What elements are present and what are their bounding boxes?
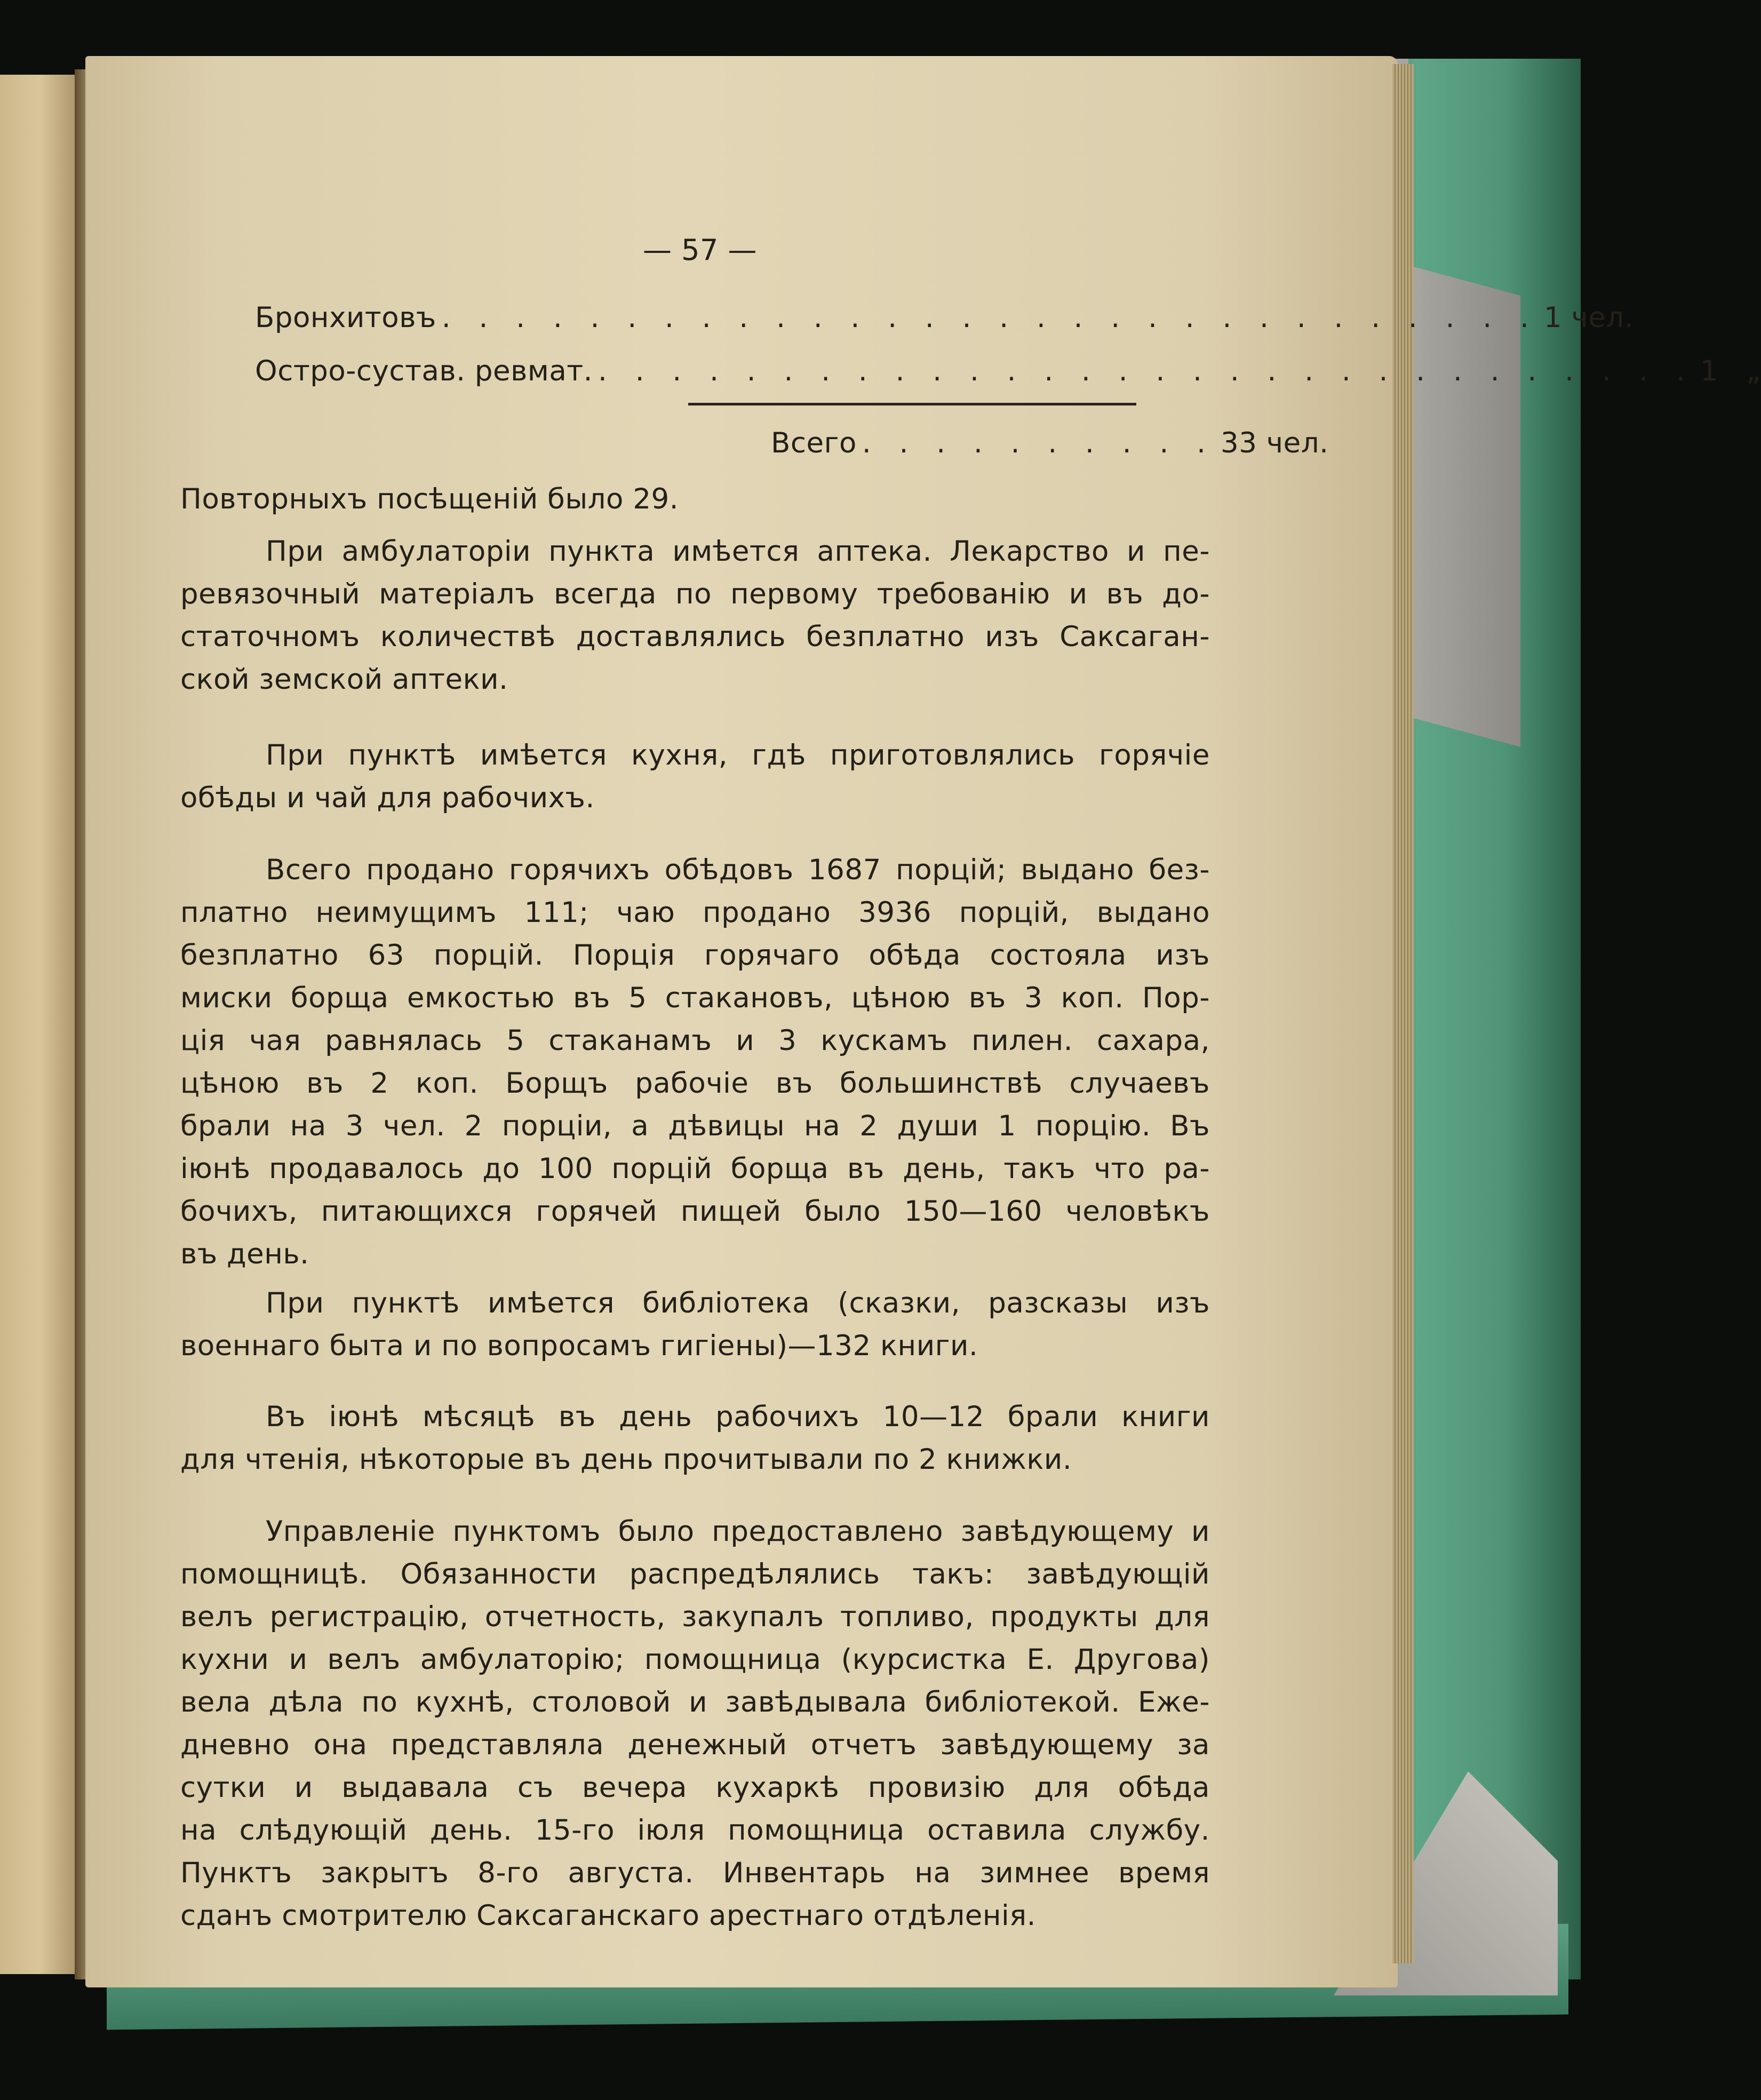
stats-row — [255, 355, 1761, 397]
text-line: военнаго быта и по вопросамъ гигіены)—132 книги. — [180, 1330, 978, 1362]
stats-row-label: Бронхитовъ — [255, 301, 436, 334]
paragraph-library — [180, 1287, 1210, 1372]
text-line: кухни и велъ амбулаторію; помощница (курсистка Е. Другова) — [180, 1643, 1210, 1676]
left-page-edge — [0, 75, 80, 1974]
text-line: въ день. — [180, 1238, 309, 1270]
stats-row-label: Остро-сустав. ревмат. — [255, 355, 593, 387]
text-line: безплатно 63 порцій. Порція горячаго обѣда состояла изъ — [180, 939, 1210, 972]
page-number: — 57 — — [643, 233, 758, 267]
text-line: Въ іюнѣ мѣсяцѣ въ день рабочихъ 10—12 брали книги — [266, 1401, 1210, 1433]
text-line: статочномъ количествѣ доставлялись безплатно изъ Саксаган- — [180, 621, 1210, 653]
paragraph-management — [180, 1515, 1210, 1942]
text-line: для чтенія, нѣкоторые въ день прочитывали по 2 книжки. — [180, 1443, 1072, 1476]
paragraph-meals — [180, 854, 1210, 1280]
text-line: Управленіе пунктомъ было предоставлено завѣдующему и — [266, 1515, 1210, 1548]
text-line: цѣною въ 2 коп. Борщъ рабочіе въ большинствѣ случаевъ — [180, 1067, 1210, 1100]
stats-row-value: 1 чел. — [1543, 301, 1634, 334]
stats-row-value: 1 „ — [1700, 355, 1761, 387]
cloth-binding-right — [1414, 267, 1520, 747]
text-line: ревязочный матеріалъ всегда по первому требованію и въ до- — [180, 578, 1210, 610]
total-row — [771, 427, 1329, 470]
paragraph-pharmacy — [180, 535, 1210, 706]
text-line: платно неимущимъ 111; чаю продано 3936 порцій, выдано — [180, 896, 1210, 929]
text-line: При пунктѣ имѣется кухня, гдѣ приготовлялись горячіе — [266, 739, 1210, 771]
text-line: сданъ смотрителю Саксаганскаго арестнаго отдѣленія. — [180, 1899, 1037, 1932]
text-line: ція чая равнялась 5 стаканамъ и 3 кускамъ пилен. сахара, — [180, 1024, 1210, 1057]
text-line: миски борща емкостью въ 5 стакановъ, цѣною въ 3 коп. Пор- — [180, 982, 1210, 1014]
text-line: дневно она представляла денежный отчетъ завѣдующему за — [180, 1729, 1210, 1761]
leader-dots: . . . . . . . . . . . . . . . . . . . . . . . . . . . . . . — [441, 301, 1539, 334]
repeat-visits: Повторныхъ посѣщеній было 29. — [180, 483, 679, 515]
text-line: вела дѣла по кухнѣ, столовой и завѣдывала библіотекой. Еже- — [180, 1686, 1210, 1719]
stats-row — [255, 301, 1634, 344]
text-line: При амбулаторіи пункта имѣется аптека. Лекарство и пе- — [266, 535, 1210, 568]
text-line: сутки и выдавала съ вечера кухаркѣ провизію для обѣда — [180, 1771, 1210, 1804]
text-line: на слѣдующій день. 15-го іюля помощница оставила службу. — [180, 1814, 1210, 1847]
text-line: При пунктѣ имѣется библіотека (сказки, разсказы изъ — [266, 1287, 1210, 1319]
sum-rule — [688, 403, 1136, 405]
text-line: бочихъ, питающихся горячей пищей было 150—160 человѣкъ — [180, 1195, 1210, 1228]
page-stack-edges — [1392, 64, 1414, 1963]
text-line: іюнѣ продавалось до 100 порцій борща въ день, такъ что ра- — [180, 1152, 1210, 1185]
text-line: Пунктъ закрытъ 8-го августа. Инвентарь на зимнее время — [180, 1857, 1210, 1889]
text-line: обѣды и чай для рабочихъ. — [180, 782, 595, 814]
leader-dots: . . . . . . . . . . — [862, 427, 1215, 459]
leader-dots: . . . . . . . . . . . . . . . . . . . . . . . . . . . . . . — [598, 355, 1695, 387]
paragraph-kitchen — [180, 739, 1210, 824]
total-label: Всего — [771, 427, 857, 459]
text-line: Всего продано горячихъ обѣдовъ 1687 порцій; выдано без- — [266, 854, 1210, 886]
paragraph-reading — [180, 1401, 1210, 1486]
text-line: велъ регистрацію, отчетность, закупалъ топливо, продукты для — [180, 1601, 1210, 1633]
total-value: 33 чел. — [1221, 427, 1329, 459]
text-line: ской земской аптеки. — [180, 663, 508, 696]
text-line: помощницѣ. Обязанности распредѣлялись такъ: завѣдующій — [180, 1558, 1210, 1590]
text-line: брали на 3 чел. 2 порціи, а дѣвицы на 2 души 1 порцію. Въ — [180, 1110, 1210, 1142]
